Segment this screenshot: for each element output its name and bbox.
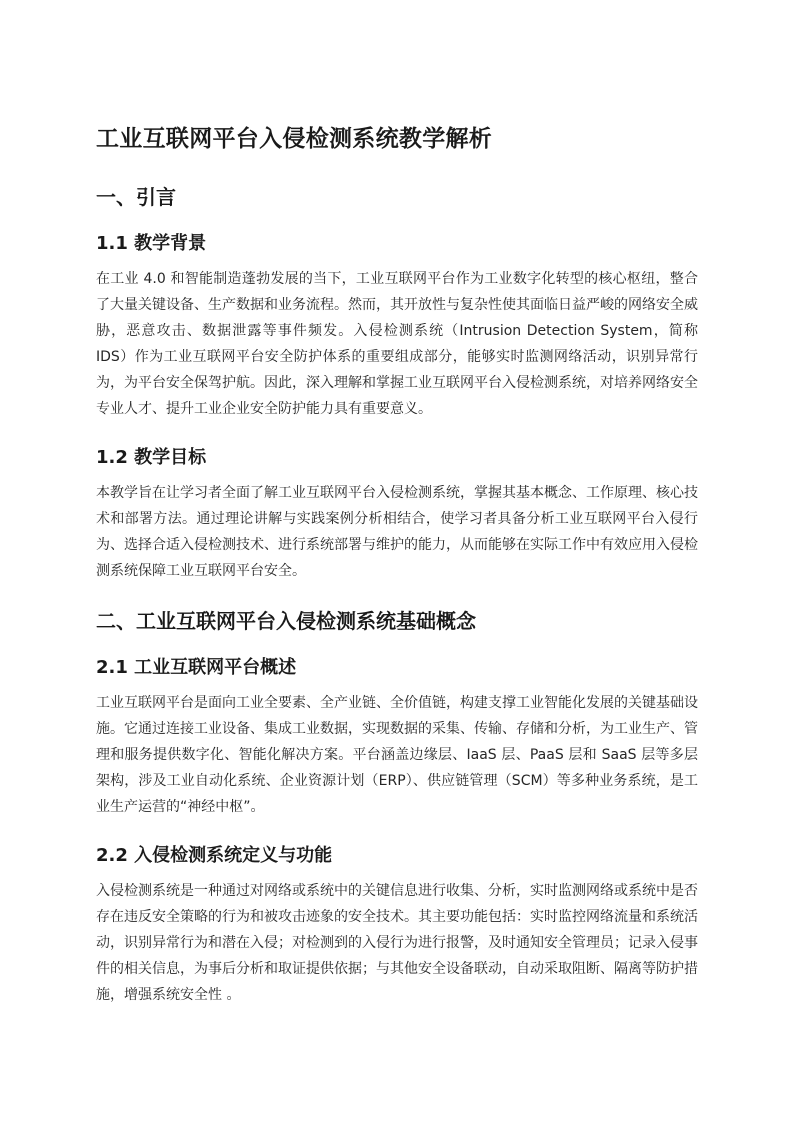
paragraph: 工业互联网平台是面向工业全要素、全产业链、全价值链，构建支撑工业智能化发展的关键基础设施。它通过连接工业设备、集成工业数据，实现数据的采集、传输、存储和分析，为工业生产、管理和服务提供数字化、智能化解决方案。平台涵盖边缘层、IaaS 层、PaaS 层和 SaaS 层等多层架构，涉及工业自动化系统、企业资源计划（ERP）、供应链管理（SCM）等多种业务系统，是工业生产运营的“神经中枢”。 — [96, 695, 698, 815]
section-introduction — [96, 182, 698, 584]
subsection-heading: 2.2 入侵检测系统定义与功能 — [96, 845, 333, 866]
paragraph: 入侵检测系统是一种通过对网络或系统中的关键信息进行收集、分析，实时监测网络或系统中是否存在违反安全策略的行为和被攻击迹象的安全技术。其主要功能包括：实时监控网络流量和系统活动，识别异常行为和潜在入侵；对检测到的入侵行为进行报警，及时通知安全管理员；记录入侵事件的相关信息，为事后分析和取证提供依据；与其他安全设备联动，自动采取阻断、隔离等防护措施，增强系统安全性 。 — [96, 883, 698, 1003]
section-heading: 二、工业互联网平台入侵检测系统基础概念 — [96, 609, 476, 633]
paragraph: 在工业 4.0 和智能制造蓬勃发展的当下，工业互联网平台作为工业数字化转型的核心枢纽，整合了大量关键设备、生产数据和业务流程。然而，其开放性与复杂性使其面临日益严峻的网络安全威胁，恶意攻击、数据泄露等事件频发。入侵检测系统（Intrusion Detection System，简称 IDS）作为工业互联网平台安全防护体系的重要组成部分，能够实时监测网络活动，识别异常行为，为平台安全保驾护航。因此，深入理解和掌握工业互联网平台入侵检测系统，对培养网络安全专业人才、提升工业企业安全防护能力具有重要意义。 — [96, 271, 698, 417]
document-title: 工业互联网平台入侵检测系统教学解析 — [96, 126, 493, 152]
section-heading: 一、引言 — [96, 185, 176, 209]
section-basic-concepts — [96, 606, 698, 1008]
subsection-heading: 1.2 教学目标 — [96, 447, 207, 468]
subsection-heading: 2.1 工业互联网平台概述 — [96, 657, 297, 678]
paragraph: 本教学旨在让学习者全面了解工业互联网平台入侵检测系统，掌握其基本概念、工作原理、核心技术和部署方法。通过理论讲解与实践案例分析相结合，使学习者具备分析工业互联网平台入侵行为、选择合适入侵检测技术、进行系统部署与维护的能力，从而能够在实际工作中有效应用入侵检测系统保障工业互联网平台安全。 — [96, 485, 698, 579]
subsection-heading: 1.1 教学背景 — [96, 233, 207, 254]
